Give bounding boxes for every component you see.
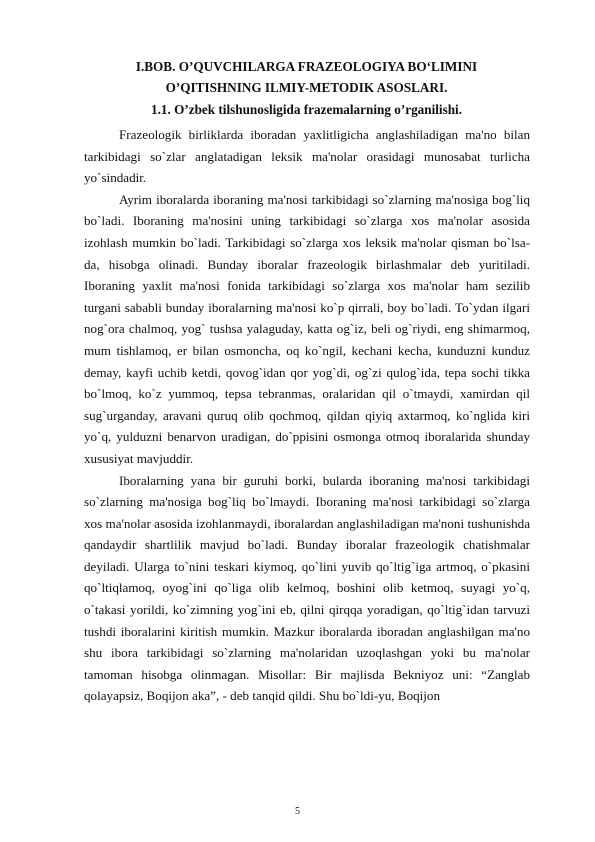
body-text [84,124,530,707]
page-number: 5 [295,806,300,817]
paragraph-3: Iboralarning yana bir guruhi borki, bularda iboraning ma'nosi tarkibidagi so`zlarning ma'nosiga bog`liq bo`lmaydi. Iboraning ma'nosi tarkibidagi so`zlarga xos ma'nolar asosida izohlanmaydi, iboralardan anglashiladigan ma'noni tushunishda qandaydir shartlilik mavjud bo`ladi. Bunday iboralar frazeologik chatishmalar deyiladi. Ularga to`nini teskari kiymoq, qo`lini yuvib qo`ltig`iga artmoq, o`pkasini qo`ltiqlamoq, oyog`ini qo`liga olib kelmoq, boshini olib ketmoq, suyagi yo`q, o`takasi yorildi, ko`zimning yog`ini eb, qilni qirqqa yoradigan, qo`ltig`idan tarvuzi tushdi iboralarini kiritish mumkin. Mazkur iboralarda iboradan anglashilgan ma'no shu ibora tarkibidagi so`zlarning ma'nolaridan uzoqlashgan yoki bu ma'nolar tamoman hisobga olinmagan. Misollar: Bir majlisda Bekniyoz uni: “Zanglab qolayapsiz, Boqijon aka”, - deb tanqid qildi. Shu bo`ldi-yu, Boqijon [84,472,530,704]
section-title: 1.1. O’zbek tilshunosligida frazemalarning o’rganilishi. [150,102,463,117]
chapter-title-line-2: O’QITISHNING ILMIY-METODIK ASOSLARI. [165,80,448,95]
paragraph-2: Ayrim iboralarda iboraning ma'nosi tarkibidagi so`zlarning ma'nosiga bog`liq bo`ladi. Iboraning ma'nosini uning tarkibidagi so`zlarga xos ma'nolar asosida izohlash mumkin bo`ladi. Tarkibidagi so`zlarga xos leksik ma'nolar qisman bo`lsa-da, hisobga olinadi. Bunday iboralar frazeologik birlashmalar deb yuritiladi. Iboraning yaxlit ma'nosi fonida tarkibidagi so`zlarga xos ma'nolar ham sezilib turgani sababli bunday iboralarning ma'nosi ko`p qirrali, boy bo`ladi. To`ydan ilgari nog`ora chalmoq, yog` tushsa yalaguday, katta og`iz, beli og`riydi, eng shimarmoq, mum tishlamoq, er bilan osmoncha, oq ko`ngil, kechani kecha, kunduzni kunduz demay, kayfi uchib ketdi, qovog`idan qor yog`di, og`zi qulog`ida, tepa sochi tikka bo`lmoq, ko`z yummoq, tepsa tebranmas, oralaridan qil o`tmaydi, xamirdan qil sug`urganday, aravani quruq olib qochmoq, qildan qiyiq axtarmoq, ko`nglida kiri yo`q, yulduzni benarvon uradigan, do`ppisini osmonga otmoq iboralarida shunday xususiyat mavjuddir. [84,191,530,466]
chapter-title-line-1: I.BOB. O’QUVCHILARGA FRAZEOLOGIYA BO‘LIMINI [135,59,478,74]
paragraph-1: Frazeologik birliklarda iboradan yaxlitligicha anglashiladigan ma'no bilan tarkibidagi so`zlar anglatadigan leksik ma'nolar orasidagi munosabat turlicha yo`sindadir. [84,127,530,186]
